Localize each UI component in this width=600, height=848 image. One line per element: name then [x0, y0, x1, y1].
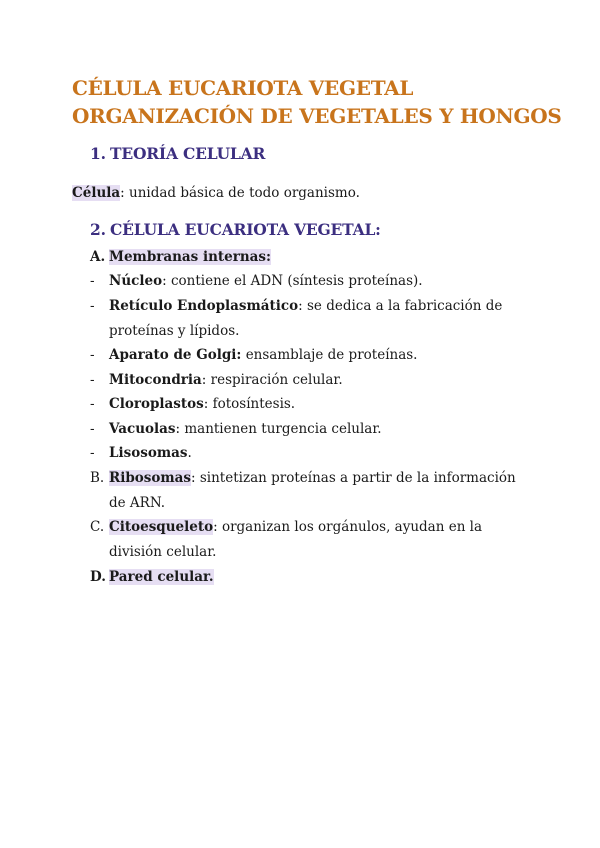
list-item-vacuolas: [90, 417, 528, 442]
list-item-text: : fotosíntesis.: [203, 396, 296, 412]
list-item-cloroplastos: [90, 392, 528, 417]
intro-text: : unidad básica de todo organismo.: [120, 185, 360, 201]
section-2-title: CÉLULA EUCARIOTA VEGETAL:: [110, 220, 381, 239]
intro-term: Célula: [72, 185, 121, 201]
list-item-reticulo: [90, 294, 528, 343]
subsection-a-marker: A.: [90, 249, 106, 265]
list-item-text: .: [187, 445, 192, 461]
section-1-number: 1.: [90, 144, 106, 163]
subsection-c-term: Citoesqueleto: [109, 519, 214, 535]
list-item-text: : mantienen turgencia celular.: [175, 421, 382, 437]
list-item-mitocondria: [90, 368, 528, 393]
list-item-marker: -: [90, 421, 95, 437]
list-item-marker: -: [90, 372, 95, 388]
list-item-term: Retículo Endoplasmático: [109, 298, 299, 314]
subsection-a: [90, 245, 528, 270]
intro-paragraph: [72, 183, 360, 203]
list-item-term: Cloroplastos: [109, 396, 204, 412]
list-item-marker: -: [90, 396, 95, 412]
list-item-nucleo: [90, 269, 528, 294]
subsection-b-marker: B.: [90, 470, 105, 486]
section-1-heading: [90, 144, 265, 163]
list-item-text: ensamblaje de proteínas.: [241, 347, 418, 363]
list-item-marker: -: [90, 347, 95, 363]
list-item-golgi: [90, 343, 528, 368]
section-2-heading: [90, 220, 381, 239]
list-item-term: Lisosomas: [109, 445, 188, 461]
subsection-d: [90, 565, 528, 590]
document-title: [72, 74, 562, 130]
list-item-marker: -: [90, 298, 95, 314]
list-item-term: Mitocondria: [109, 372, 202, 388]
subsection-a-label: Membranas internas:: [109, 249, 272, 265]
list-item-term: Núcleo: [109, 273, 163, 289]
list-item-marker: -: [90, 445, 95, 461]
subsection-b: [90, 466, 528, 515]
subsection-d-marker: D.: [90, 569, 106, 585]
list-item-text: : respiración celular.: [201, 372, 343, 388]
title-line-1: CÉLULA EUCARIOTA VEGETAL: [72, 76, 414, 100]
list-item-text: : contiene el ADN (síntesis proteínas).: [162, 273, 423, 289]
list-item-text: : se dedica a la fabricación de proteínas y lípidos.: [109, 298, 503, 339]
section-1-title: TEORÍA CELULAR: [110, 144, 266, 163]
subsection-d-label: Pared celular.: [109, 569, 214, 585]
list-item-term: Vacuolas: [109, 421, 176, 437]
title-line-2: ORGANIZACIÓN DE VEGETALES Y HONGOS: [72, 104, 562, 128]
list-item-marker: -: [90, 273, 95, 289]
subsection-b-text: : sintetizan proteínas a partir de la información de ARN.: [109, 470, 516, 511]
subsection-b-term: Ribosomas: [109, 470, 192, 486]
section-2-number: 2.: [90, 220, 106, 239]
list-item-lisosomas: [90, 441, 528, 466]
subsection-c-text: : organizan los orgánulos, ayudan en la división celular.: [109, 519, 483, 560]
subsection-c: [90, 515, 528, 564]
subsection-c-marker: C.: [90, 519, 105, 535]
list-item-term: Aparato de Golgi:: [109, 347, 242, 363]
